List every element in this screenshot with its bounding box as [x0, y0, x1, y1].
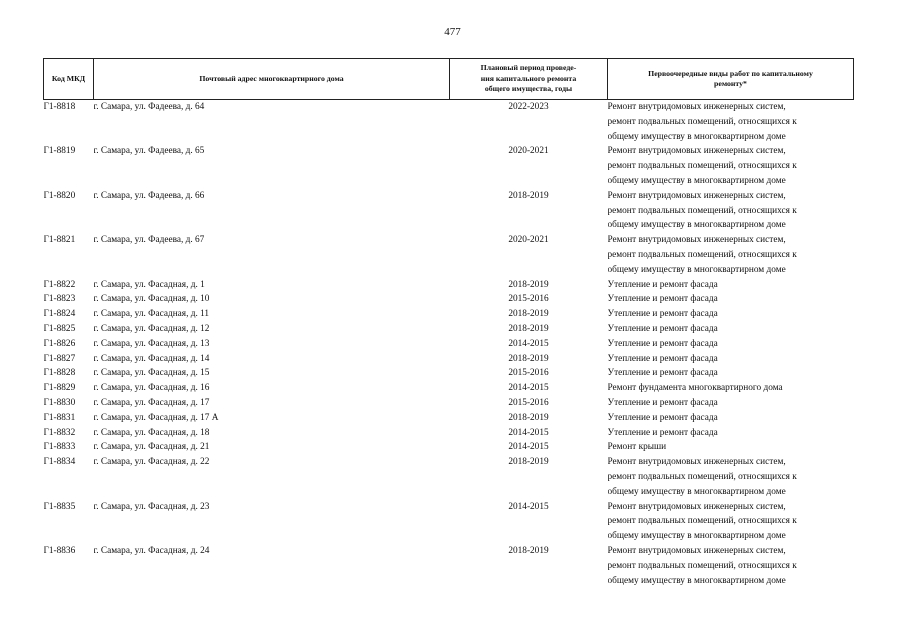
- repair-period-cell: 2015-2016: [508, 294, 549, 305]
- repair-works-cell: [608, 455, 854, 499]
- repair-works-line: Утепление и ремонт фасада: [607, 427, 718, 438]
- repair-works-line: Утепление и ремонт фасада: [607, 323, 718, 334]
- repair-works-cell: [608, 233, 854, 277]
- repair-works-cell: [608, 307, 854, 322]
- address-cell: г. Самара, ул. Фадеева, д. 67: [93, 235, 205, 246]
- repair-period-cell: 2022-2023: [508, 102, 549, 112]
- mkd-code-cell: Г1-8829: [43, 383, 76, 394]
- repair-works-cell: [608, 411, 854, 426]
- address-cell: г. Самара, ул. Фасадная, д. 10: [93, 294, 210, 305]
- address-cell: г. Самара, ул. Фасадная, д. 15: [93, 368, 210, 379]
- repair-works-cell: [608, 292, 854, 307]
- table-row: [44, 352, 854, 367]
- mkd-code-cell: Г1-8821: [43, 235, 76, 246]
- repair-works-line: ремонт подвальных помещений, относящихся к: [607, 205, 797, 216]
- mkd-code-cell: Г1-8828: [43, 368, 76, 379]
- address-cell: г. Самара, ул. Фасадная, д. 13: [93, 338, 210, 349]
- mkd-code-cell: Г1-8824: [43, 309, 76, 320]
- table-header-row: [44, 59, 854, 100]
- repair-works-line: Утепление и ремонт фасада: [607, 338, 718, 349]
- mkd-code-cell: Г1-8822: [43, 279, 76, 290]
- repair-works-line: Ремонт внутридомовых инженерных систем,: [607, 457, 786, 468]
- address-cell: г. Самара, ул. Фасадная, д. 16: [93, 383, 210, 394]
- table-row: [44, 337, 854, 352]
- mkd-code-cell: Г1-8819: [43, 146, 76, 157]
- repair-works-line: общему имуществу в многоквартирном доме: [607, 264, 786, 275]
- repair-works-cell: [608, 396, 854, 411]
- table-row: [44, 307, 854, 322]
- table-row: [44, 440, 854, 455]
- header-period: [450, 59, 608, 100]
- mkd-code-cell: Г1-8823: [43, 294, 76, 305]
- repair-period-cell: 2014-2015: [508, 501, 549, 512]
- address-cell: г. Самара, ул. Фасадная, д. 22: [93, 457, 210, 468]
- header-works-line: Первоочередные виды работ по капитальному: [648, 68, 813, 78]
- repair-works-line: общему имуществу в многоквартирном доме: [607, 531, 786, 542]
- repair-period-cell: 2018-2019: [508, 190, 549, 201]
- repair-works-cell: [608, 189, 854, 233]
- repair-period-cell: 2020-2021: [508, 146, 549, 157]
- address-cell: г. Самара, ул. Фасадная, д. 17: [93, 397, 210, 408]
- repair-works-cell: [608, 278, 854, 293]
- table-row: [44, 322, 854, 337]
- repair-period-cell: 2015-2016: [508, 397, 549, 408]
- repair-works-line: Ремонт внутридомовых инженерных систем,: [607, 235, 786, 246]
- table-row: [44, 292, 854, 307]
- repair-period-cell: 2018-2019: [508, 323, 549, 334]
- repair-works-line: ремонт подвальных помещений, относящихся к: [607, 116, 797, 127]
- address-cell: г. Самара, ул. Фасадная, д. 17 А: [93, 412, 219, 423]
- header-period-line: общего имущества, годы: [484, 84, 573, 94]
- table-row: [44, 278, 854, 293]
- header-period-line: Плановый период проведе-: [480, 63, 577, 73]
- address-cell: г. Самара, ул. Фасадная, д. 14: [93, 353, 210, 364]
- address-cell: г. Самара, ул. Фасадная, д. 23: [93, 501, 210, 512]
- mkd-code-cell: Г1-8830: [43, 397, 76, 408]
- mkd-code-cell: Г1-8834: [43, 457, 76, 468]
- repair-schedule-table: [43, 58, 854, 588]
- repair-works-line: общему имуществу в многоквартирном доме: [607, 175, 786, 186]
- repair-works-cell: [608, 500, 854, 544]
- table-row: [44, 144, 854, 188]
- repair-period-cell: 2018-2019: [508, 353, 549, 364]
- repair-period-cell: 2018-2019: [508, 279, 549, 290]
- header-works: [608, 59, 854, 100]
- repair-works-cell: [608, 381, 854, 396]
- repair-works-line: ремонт подвальных помещений, относящихся к: [607, 161, 797, 172]
- table-row: [44, 426, 854, 441]
- repair-works-line: Утепление и ремонт фасада: [607, 353, 718, 364]
- table-row: [44, 411, 854, 426]
- repair-works-line: Ремонт внутридомовых инженерных систем,: [607, 545, 786, 556]
- header-address: Почтовый адрес многоквартирного дома: [94, 59, 450, 100]
- repair-period-cell: 2020-2021: [508, 235, 549, 246]
- page-number: 477: [444, 26, 461, 38]
- repair-works-line: Ремонт фундамента многоквартирного дома: [607, 383, 783, 394]
- mkd-code-cell: Г1-8835: [43, 501, 76, 512]
- header-works-line: ремонту*: [714, 79, 747, 88]
- repair-works-cell: [608, 337, 854, 352]
- address-cell: г. Самара, ул. Фадеева, д. 66: [93, 190, 205, 201]
- repair-works-line: ремонт подвальных помещений, относящихся к: [607, 516, 797, 527]
- address-cell: г. Самара, ул. Фасадная, д. 12: [93, 323, 210, 334]
- mkd-code-cell: Г1-8833: [43, 442, 76, 453]
- repair-works-cell: [608, 100, 854, 145]
- repair-works-line: Ремонт внутридомовых инженерных систем,: [607, 190, 786, 201]
- repair-period-cell: 2018-2019: [508, 457, 549, 468]
- table-row: [44, 381, 854, 396]
- mkd-code-cell: Г1-8826: [43, 338, 76, 349]
- mkd-code-cell: Г1-8820: [43, 190, 76, 201]
- repair-works-line: общему имуществу в многоквартирном доме: [607, 486, 786, 497]
- repair-works-line: общему имуществу в многоквартирном доме: [607, 575, 786, 586]
- repair-period-cell: 2014-2015: [508, 427, 549, 438]
- header-period-line: ния капитального ремонта: [480, 73, 577, 83]
- repair-works-line: общему имуществу в многоквартирном доме: [607, 220, 786, 231]
- repair-period-cell: 2014-2015: [508, 442, 549, 453]
- address-cell: г. Самара, ул. Фадеева, д. 64: [93, 102, 205, 112]
- address-cell: г. Самара, ул. Фасадная, д. 18: [93, 427, 210, 438]
- repair-works-line: ремонт подвальных помещений, относящихся к: [607, 249, 797, 260]
- repair-works-line: Утепление и ремонт фасада: [607, 412, 718, 423]
- repair-works-line: ремонт подвальных помещений, относящихся к: [607, 560, 797, 571]
- repair-works-cell: [608, 426, 854, 441]
- repair-works-cell: [608, 366, 854, 381]
- header-code: Код МКД: [44, 59, 94, 100]
- repair-period-cell: 2014-2015: [508, 338, 549, 349]
- repair-works-cell: [608, 440, 854, 455]
- mkd-code-cell: Г1-8827: [43, 353, 76, 364]
- mkd-code-cell: Г1-8831: [43, 412, 76, 423]
- repair-works-line: Утепление и ремонт фасада: [607, 309, 718, 320]
- repair-period-cell: 2018-2019: [508, 412, 549, 423]
- repair-works-line: Утепление и ремонт фасада: [607, 279, 718, 290]
- table-row: [44, 100, 854, 145]
- repair-works-line: Ремонт внутридомовых инженерных систем,: [607, 146, 786, 157]
- repair-works-cell: [608, 544, 854, 588]
- repair-period-cell: 2014-2015: [508, 383, 549, 394]
- repair-works-cell: [608, 322, 854, 337]
- repair-works-line: Ремонт внутридомовых инженерных систем,: [607, 102, 786, 112]
- repair-works-line: ремонт подвальных помещений, относящихся к: [607, 471, 797, 482]
- repair-works-line: Утепление и ремонт фасада: [607, 294, 718, 305]
- table-row: [44, 233, 854, 277]
- address-cell: г. Самара, ул. Фадеева, д. 65: [93, 146, 205, 157]
- repair-works-line: Утепление и ремонт фасада: [607, 368, 718, 379]
- repair-works-line: Ремонт внутридомовых инженерных систем,: [607, 501, 786, 512]
- table-row: [44, 396, 854, 411]
- mkd-code-cell: Г1-8825: [43, 323, 76, 334]
- repair-works-line: Утепление и ремонт фасада: [607, 397, 718, 408]
- repair-period-cell: 2018-2019: [508, 309, 549, 320]
- mkd-code-cell: Г1-8832: [43, 427, 76, 438]
- repair-works-cell: [608, 144, 854, 188]
- table-row: [44, 455, 854, 499]
- table-body: [44, 100, 854, 589]
- address-cell: г. Самара, ул. Фасадная, д. 1: [93, 279, 205, 290]
- mkd-code-cell: Г1-8836: [43, 545, 76, 556]
- repair-works-cell: [608, 352, 854, 367]
- address-cell: г. Самара, ул. Фасадная, д. 24: [93, 545, 210, 556]
- table-row: [44, 189, 854, 233]
- table-row: [44, 544, 854, 588]
- repair-works-line: общему имуществу в многоквартирном доме: [607, 131, 786, 142]
- table-row: [44, 500, 854, 544]
- address-cell: г. Самара, ул. Фасадная, д. 11: [93, 309, 210, 320]
- repair-works-line: Ремонт крыши: [607, 442, 667, 453]
- mkd-code-cell: Г1-8818: [43, 102, 76, 112]
- repair-period-cell: 2015-2016: [508, 368, 549, 379]
- address-cell: г. Самара, ул. Фасадная, д. 21: [93, 442, 210, 453]
- repair-period-cell: 2018-2019: [508, 545, 549, 556]
- table-row: [44, 366, 854, 381]
